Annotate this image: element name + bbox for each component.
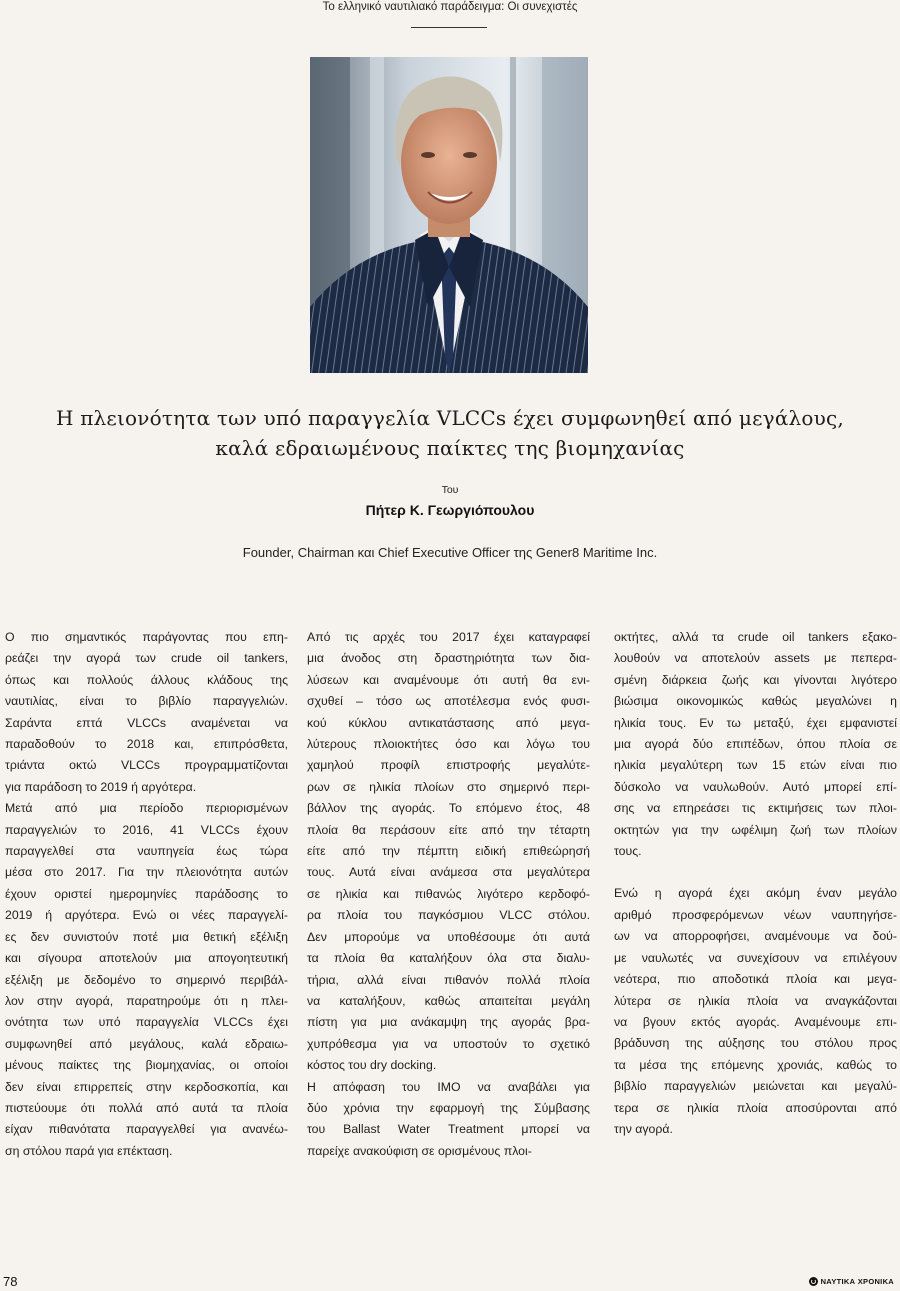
body-text-line: παρείχε ανακούφιση σε ορισμένους πλοι- xyxy=(307,1143,532,1158)
body-text-line: τους. Αυτά είναι ανάμεσα στα μεγαλύτερα xyxy=(307,865,590,880)
body-text-line: οκτητών για την ωφέλιμη ζωή των πλοίων xyxy=(614,822,897,837)
body-text-line: του Ballast Water Treatment μπορεί να xyxy=(307,1122,590,1137)
body-text-line: Μετά από μια περίοδο περιορισμένων xyxy=(5,801,288,816)
headline-line: καλά εδραιωμένους παίκτες της βιομηχανίας xyxy=(215,436,685,460)
body-text-line: ονότητα των υπό παραγγελία VLCCs έχει xyxy=(5,1015,288,1030)
body-text-line: σε ηλικία και πιθανώς λιγότερο κερδοφό- xyxy=(307,886,590,901)
body-text-line: μέσα στο 2017. Για την πλειονότητα αυτών xyxy=(5,865,288,880)
author-portrait xyxy=(310,57,588,373)
body-text-line: ρα πλοία του παγκόσμιου VLCC στόλου. xyxy=(307,908,590,923)
body-text-line: βιώσιμα οικονομικώς καθώς μεγαλώνει η xyxy=(614,694,897,709)
body-text-line: ες δεν συνιστούν ποτέ μια θετική εξέλιξη xyxy=(5,929,288,944)
body-text-line: έχουν οριστεί ημερομηνίες παράδοσης το xyxy=(5,886,288,901)
article-headline xyxy=(0,403,900,463)
body-text-line: τα πλοία θα καταλήξουν όλα στα διαλυ- xyxy=(307,951,590,966)
body-text-line: σμένη διάρκεια ζωής και γίνονται λιγότερο xyxy=(614,672,897,687)
body-text-line: ρων σε ηλικία πλοίων στο σημερινό περι- xyxy=(307,779,590,794)
body-text-line: παραδοθούν το 2018 και, επιπρόσθετα, xyxy=(5,737,288,752)
body-text-line: μένους παίκτες της βιομηχανίας, οι οποίοι xyxy=(5,1058,288,1073)
body-text-line: με ναυλωτές να συνεχίσουν να επιλέγουν xyxy=(614,950,897,965)
body-text-line: νεότερα, πιο αποδοτικά πλοία και μεγα- xyxy=(614,972,897,987)
body-text-line: πίστη για μια ανάκαμψη της αγοράς βρα- xyxy=(307,1015,590,1030)
body-text-line: τα μέσα της επόμενης χρονιάς, καθώς το xyxy=(614,1057,897,1072)
body-text-line: δύο χρόνια την εφαρμογή της Σύμβασης xyxy=(307,1100,590,1115)
text-column-3 xyxy=(614,627,897,1140)
publication-brand xyxy=(809,1277,894,1286)
body-text-line: Δεν μπορούμε να υποθέσουμε ότι αυτά xyxy=(307,929,590,944)
body-text-line: Από τις αρχές του 2017 έχει καταγραφεί xyxy=(307,630,590,644)
body-text-line: 2019 ή αργότερα. Ενώ οι νέες παραγγελί- xyxy=(5,908,288,923)
body-text-line: παραγγελιών το 2016, 41 VLCCs έχουν xyxy=(5,822,288,837)
kicker-divider xyxy=(411,27,487,28)
body-text-line: μια αγορά δύο επιπέδων, όπου πλοία σε xyxy=(614,737,897,752)
body-text-line: Σαράντα επτά VLCCs αναμένεται να xyxy=(5,715,288,730)
body-text-line: ων να απορροφήσει, αναμένουμε να δού- xyxy=(614,929,897,944)
body-text-line: παραγγελθεί στα ναυπηγεία έως τώρα xyxy=(5,844,288,859)
body-text-line: ηλικία μεγαλύτερη των 15 ετών είναι πιο xyxy=(614,758,897,773)
body-text-line: βράδυνση της αύξησης του στόλου προς xyxy=(614,1036,897,1051)
body-text-line: χαμηλού προφίλ επιστροφής μεγαλύτε- xyxy=(307,758,590,773)
body-text-line: κού κύκλου αντικατάστασης από μεγα- xyxy=(307,715,590,730)
body-text-line: δύσκολο να ναυλωθούν. Αυτό μπορεί επί- xyxy=(614,779,897,794)
body-text-line: τους. xyxy=(614,844,642,859)
body-text-line: πλοία θα περάσουν είτε από την τέταρτη xyxy=(307,822,590,837)
section-kicker: Το ελληνικό ναυτιλιακό παράδειγμα: Οι συνεχιστές xyxy=(322,1,578,13)
body-text-line: λον στην αγορά, παρατηρούμε ότι η πλει- xyxy=(5,993,288,1008)
brand-name: ΝΑΥΤΙΚΑ ΧΡΟΝΙΚΑ xyxy=(820,1277,894,1286)
body-text-line: πιστεύουμε ότι πολλά από αυτά τα πλοία xyxy=(5,1100,288,1115)
body-text-line: χυπρόθεσμα για να υποστούν το σχετικό xyxy=(307,1036,590,1051)
body-text-line: αριθμό προσφερόμενων νέων ναυπηγήσε- xyxy=(614,907,897,922)
body-text-line: να βγουν εκτός αγοράς. Αναμένουμε επι- xyxy=(614,1014,897,1029)
body-text-line: είχαν πιθανότατα παραγγελθεί για ανανέω- xyxy=(5,1122,288,1137)
body-text-line: ση στόλου παρά για επέκταση. xyxy=(5,1143,173,1158)
author-portrait-image xyxy=(310,57,588,373)
body-text-line: τριάντα οκτώ VLCCs προγραμματίζονται xyxy=(5,758,288,773)
body-text-line: να καταλήξουν, καθώς απαιτείται μεγάλη xyxy=(307,993,590,1008)
body-text-line: λύτερα σε ηλικία πλοία να αναγκάζονται xyxy=(614,993,897,1008)
body-text-line: λύσεων και αναμένουμε ότι αυτή θα ενι- xyxy=(307,672,590,687)
body-text-line: σης να επηρεάσει τις εκτιμήσεις των πλοι- xyxy=(614,801,897,816)
body-text-line: τερα σε ηλικία πλοία αποσύρονται από xyxy=(614,1100,897,1115)
body-text-line: λουθούν να αποτελούν assets με πεπερα- xyxy=(614,651,897,666)
body-text-line: συμφωνηθεί από μεγάλους, καλά εδραιω- xyxy=(5,1036,288,1051)
body-text-line: εξέλιξη με δεδομένο το σημερινό περιβάλ- xyxy=(5,972,288,987)
body-text-line: λύτερους πλοιοκτήτες όσο και λόγω του xyxy=(307,737,590,752)
text-column-2 xyxy=(307,627,590,1162)
body-text-line: είτε από την πέμπτη ειδική επιθεώρησή xyxy=(307,844,590,859)
byline-prefix: Του xyxy=(441,484,459,496)
brand-logo-icon xyxy=(809,1277,818,1286)
headline-line: Η πλειονότητα των υπό παραγγελία VLCCs έχει συμφωνηθεί από μεγάλους, xyxy=(56,406,844,430)
paragraph-gap xyxy=(614,862,897,883)
body-text-line: ηλικία τους. Εν τω μεταξύ, έχει εμφανιστεί xyxy=(614,715,897,730)
body-text-line: για παράδοση το 2019 ή αργότερα. xyxy=(5,779,197,794)
page-number: 78 xyxy=(3,1274,18,1289)
body-text-line: ρεάζει την αγορά των crude oil tankers, xyxy=(5,651,288,666)
body-text-line: μια άνοδος στη δραστηριότητα των δια- xyxy=(307,651,590,666)
body-text-line: ναυτιλίας, είναι το βιβλίο παραγγελιών. xyxy=(5,694,288,709)
author-role: Founder, Chairman και Chief Executive Officer της Gener8 Maritime Inc. xyxy=(242,545,658,560)
text-column-1 xyxy=(5,627,288,1162)
body-text-line: τήρια, αλλά είναι πιθανόν πολλά πλοία xyxy=(307,972,590,987)
body-text-line: δεν είναι επιρρεπείς στην κερδοσκοπία, και xyxy=(5,1079,288,1094)
body-text-line: βιβλίο παραγγελιών μειώνεται και μεγαλύ- xyxy=(614,1079,897,1094)
body-text-line: κόστος του dry docking. xyxy=(307,1058,437,1073)
body-text-line: Ο πιο σημαντικός παράγοντας που επη- xyxy=(5,630,288,644)
author-name: Πήτερ Κ. Γεωργιόπουλου xyxy=(365,502,535,518)
body-text-line: βάλλον της αγοράς. Το επόμενο έτος, 48 xyxy=(307,801,590,816)
body-text-line: όπως και πολλούς άλλους κλάδους της xyxy=(5,672,288,687)
body-text-line: Ενώ η αγορά έχει ακόμη έναν μεγάλο xyxy=(614,886,897,901)
body-text-line: και σίγουρα αποτελούν μια απογοητευτική xyxy=(5,951,288,966)
body-text-line: Η απόφαση του IMO να αναβάλει για xyxy=(307,1079,590,1094)
body-text-line: την αγορά. xyxy=(614,1121,673,1136)
body-text-line: σχυθεί – τόσο ως αποτέλεσμα ενός φυσι- xyxy=(307,694,590,709)
body-text-line: οκτήτες, αλλά τα crude oil tankers εξακο- xyxy=(614,630,897,644)
